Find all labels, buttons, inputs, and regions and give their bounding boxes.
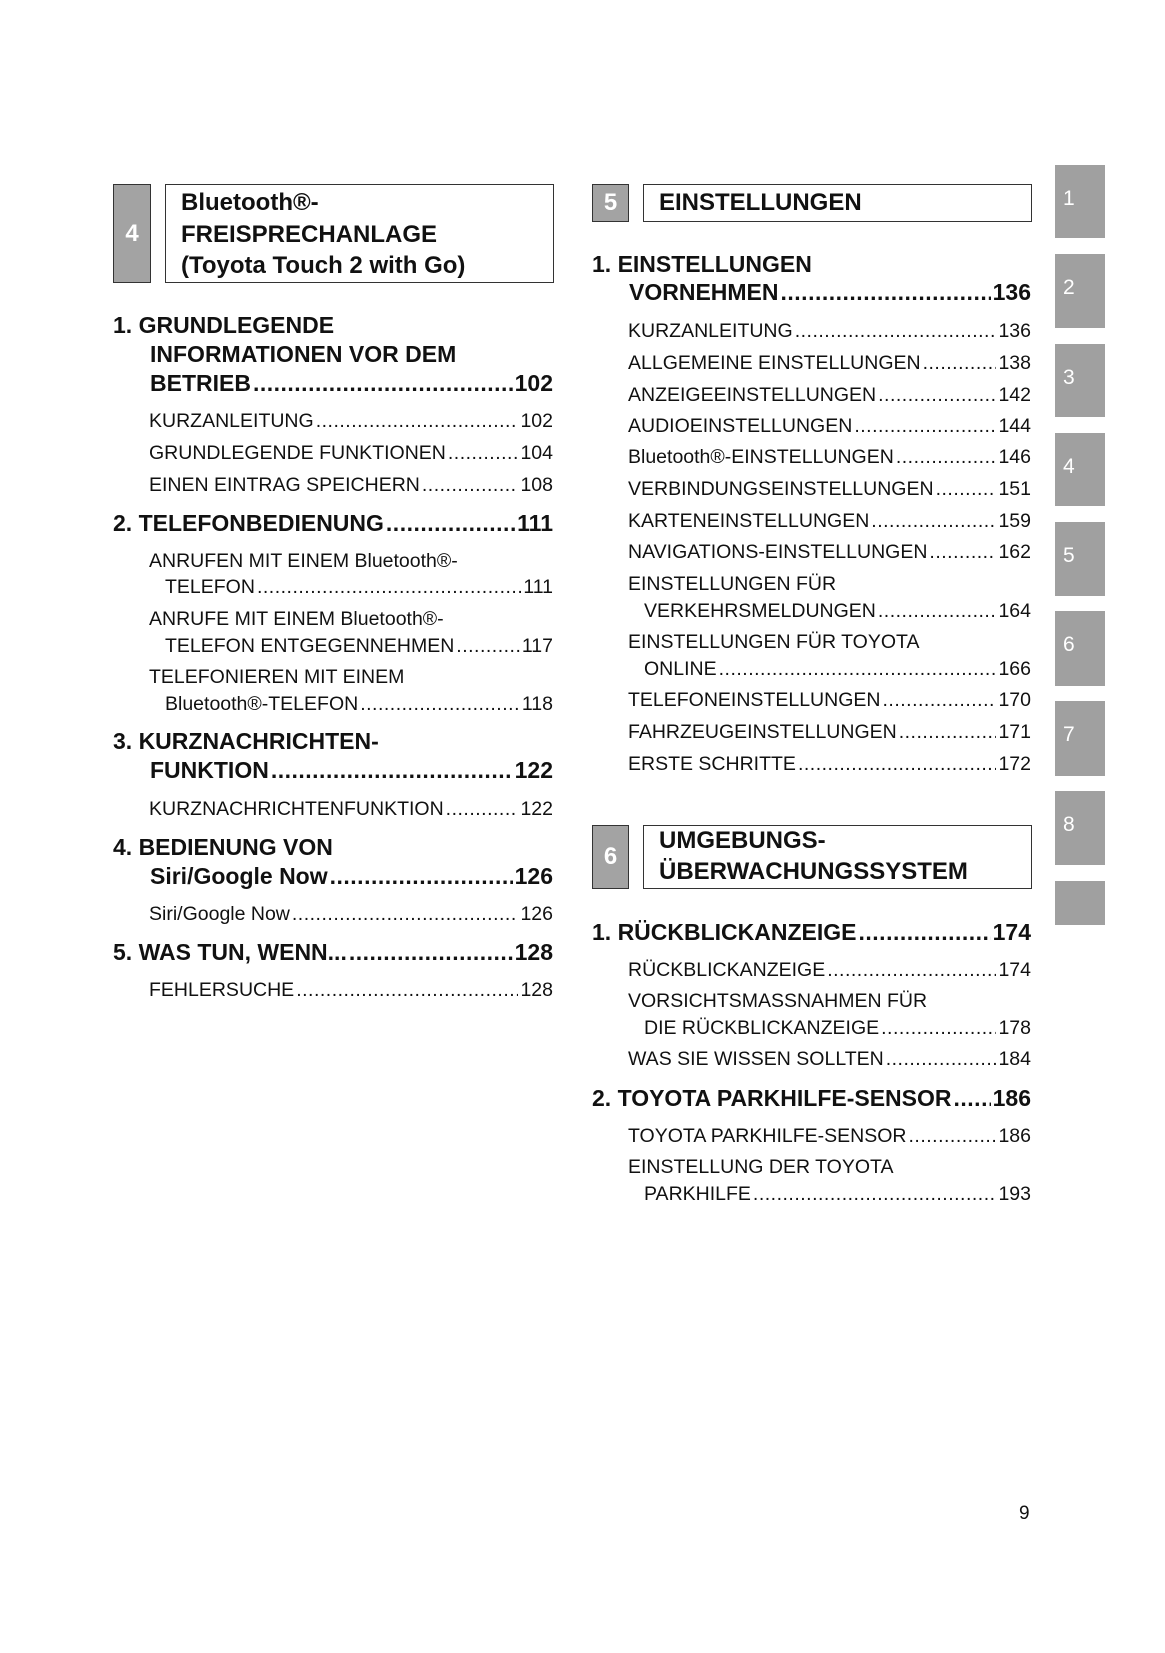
toc-entry-title: INFORMATIONEN VOR DEM [150, 341, 457, 367]
toc-section-entry[interactable] [150, 756, 553, 784]
toc-subentry[interactable] [628, 1045, 1031, 1073]
dot-leader [936, 475, 997, 503]
dot-leader [954, 1084, 991, 1112]
toc-section-entry[interactable] [113, 833, 333, 861]
toc-entry-title: ANRUFE MIT EINEM Bluetooth®- [149, 608, 444, 630]
side-tab-label: 7 [1063, 723, 1075, 746]
toc-entry-title: KARTENEINSTELLUNGEN [628, 510, 870, 532]
toc-page-number: 178 [998, 1017, 1031, 1039]
toc-subentry[interactable] [628, 628, 919, 656]
dot-leader [886, 1045, 997, 1073]
toc-subentry[interactable] [628, 475, 1031, 503]
dot-leader [719, 655, 997, 683]
toc-subentry[interactable] [628, 956, 1031, 984]
toc-entry-title: VERBINDUNGSEINSTELLUNGEN [628, 478, 934, 500]
toc-subentry[interactable] [628, 381, 1031, 409]
toc-section-entry[interactable] [592, 250, 812, 278]
dot-leader [871, 507, 996, 535]
toc-entry-title: BETRIEB [150, 370, 251, 396]
chapter-4-number: 4 [113, 184, 151, 283]
dot-leader [781, 278, 991, 306]
toc-subentry[interactable] [628, 317, 1031, 345]
toc-entry-title: 3. KURZNACHRICHTEN- [113, 728, 379, 754]
toc-entry-title: Siri/Google Now [150, 863, 328, 889]
toc-page-number: 136 [992, 279, 1031, 305]
toc-entry-title: GRUNDLEGENDE FUNKTIONEN [149, 442, 446, 464]
side-tab-label: 6 [1063, 633, 1075, 656]
toc-entry-title: VORNEHMEN [629, 279, 779, 305]
toc-page-number: 126 [514, 863, 553, 889]
toc-subentry[interactable] [628, 570, 836, 598]
toc-entry-title: 1. EINSTELLUNGEN [592, 251, 812, 277]
toc-page-number: 117 [521, 635, 553, 657]
dot-leader [386, 509, 515, 537]
toc-subentry[interactable] [628, 1153, 893, 1181]
toc-subentry[interactable] [628, 443, 1031, 471]
toc-page-number: 111 [523, 576, 553, 598]
toc-page-number: 126 [520, 903, 553, 925]
side-tab-chapter-8[interactable] [1055, 791, 1105, 865]
chapter-6-number: 6 [592, 825, 629, 889]
dot-leader [859, 918, 991, 946]
chapter-6-title-line: UMGEBUNGS- [659, 827, 826, 854]
toc-section-entry[interactable] [113, 509, 553, 537]
toc-page-number: 174 [992, 919, 1031, 945]
dot-leader [448, 439, 519, 467]
dot-leader [292, 900, 519, 928]
toc-entry-title: Siri/Google Now [149, 903, 290, 925]
dot-leader [878, 381, 996, 409]
dot-leader [316, 407, 519, 435]
toc-subentry[interactable] [149, 407, 553, 435]
toc-entry-title: TELEFONIEREN MIT EINEM [149, 666, 405, 688]
toc-entry-title: KURZANLEITUNG [628, 320, 793, 342]
dot-leader [795, 317, 997, 345]
toc-subentry[interactable] [149, 605, 444, 633]
toc-entry-title: ERSTE SCHRITTE [628, 753, 796, 775]
toc-subentry[interactable] [644, 1180, 1031, 1208]
side-tab-label: 8 [1063, 813, 1075, 836]
toc-entry-title: 2. TELEFONBEDIENUNG [113, 510, 384, 536]
toc-entry-title: KURZANLEITUNG [149, 410, 314, 432]
dot-leader [923, 349, 997, 377]
chapter-4-title-line: Bluetooth®- [181, 189, 319, 216]
toc-entry-title: FEHLERSUCHE [149, 979, 295, 1001]
toc-entry-title: 4. BEDIENUNG VON [113, 834, 333, 860]
side-tab-chapter-4[interactable] [1055, 433, 1105, 506]
toc-page-number: 170 [998, 689, 1031, 711]
toc-section-entry[interactable] [592, 918, 1031, 946]
dot-leader [296, 976, 518, 1004]
toc-subentry[interactable] [628, 718, 1031, 746]
toc-section-entry[interactable] [113, 938, 553, 966]
toc-subentry[interactable] [628, 686, 1031, 714]
toc-page-number: 104 [520, 442, 553, 464]
side-tab-label: 4 [1063, 455, 1075, 478]
toc-entry-title: FUNKTION [150, 757, 269, 783]
side-tab-chapter-5[interactable] [1055, 522, 1105, 596]
toc-section-entry[interactable] [592, 1084, 1031, 1112]
side-tab-label: 2 [1063, 276, 1075, 299]
dot-leader [271, 756, 513, 784]
toc-page-number: 111 [517, 510, 553, 536]
page-number: 9 [1019, 1503, 1030, 1524]
dot-leader [929, 538, 996, 566]
toc-entry-title: ONLINE [644, 658, 717, 680]
toc-entry-title: 1. RÜCKBLICKANZEIGE [592, 919, 857, 945]
dot-leader [253, 369, 513, 397]
toc-entry-title: 5. WAS TUN, WENN... [113, 939, 347, 965]
dot-leader [257, 573, 521, 601]
chapter-6-title-line: ÜBERWACHUNGSSYSTEM [659, 858, 968, 885]
toc-subentry[interactable] [149, 439, 553, 467]
side-tab-chapter-2[interactable] [1055, 254, 1105, 328]
side-tab-label: 3 [1063, 366, 1075, 389]
toc-entry-title: EINSTELLUNGEN FÜR [628, 573, 837, 595]
toc-page-number: 164 [998, 600, 1031, 622]
toc-page-number: 186 [992, 1085, 1031, 1111]
chapter-4-title-line: (Toyota Touch 2 with Go) [181, 252, 466, 279]
chapter-5-number: 5 [592, 184, 629, 222]
toc-subentry[interactable] [628, 1122, 1031, 1150]
toc-page-number: 144 [998, 415, 1031, 437]
toc-entry-title: TELEFON [165, 576, 255, 598]
side-tab-label: 5 [1063, 544, 1075, 567]
toc-page-number: 186 [998, 1125, 1031, 1147]
toc-subentry[interactable] [644, 597, 1031, 625]
dot-leader [446, 795, 519, 823]
toc-entry-title: EINSTELLUNG DER TOYOTA [628, 1156, 894, 1178]
dot-leader [882, 686, 996, 714]
side-tab-chapter-6[interactable] [1055, 611, 1105, 686]
chapter-5-title-line: EINSTELLUNGEN [659, 189, 862, 216]
dot-leader [798, 750, 997, 778]
toc-entry-title: 2. TOYOTA PARKHILFE-SENSOR [592, 1085, 952, 1111]
toc-entry-title: VERKEHRSMELDUNGEN [644, 600, 876, 622]
toc-subentry[interactable] [149, 976, 553, 1004]
toc-entry-title: EINSTELLUNGEN FÜR TOYOTA [628, 631, 920, 653]
toc-entry-title: KURZNACHRICHTENFUNKTION [149, 798, 444, 820]
toc-entry-title: Bluetooth®-EINSTELLUNGEN [628, 446, 894, 468]
toc-entry-title: RÜCKBLICKANZEIGE [628, 959, 826, 981]
toc-page-number: 193 [998, 1183, 1031, 1205]
toc-entry-title: EINEN EINTRAG SPEICHERN [149, 474, 420, 496]
toc-entry-title: ALLGEMEINE EINSTELLUNGEN [628, 352, 921, 374]
dot-leader [330, 862, 513, 890]
toc-page-number: 136 [998, 320, 1031, 342]
toc-page-number: 142 [998, 384, 1031, 406]
side-tab-chapter-7[interactable] [1055, 701, 1105, 776]
toc-entry-title: ANRUFEN MIT EINEM Bluetooth®- [149, 550, 458, 572]
dot-leader [349, 938, 513, 966]
toc-section-entry[interactable] [150, 340, 456, 368]
toc-subentry[interactable] [628, 987, 927, 1015]
toc-subentry[interactable] [149, 900, 553, 928]
toc-subentry[interactable] [149, 471, 553, 499]
toc-entry-title: FAHRZEUGEINSTELLUNGEN [628, 721, 897, 743]
toc-section-entry[interactable] [150, 369, 553, 397]
toc-page-number: 118 [521, 693, 553, 715]
dot-leader [899, 718, 997, 746]
toc-section-entry[interactable] [629, 278, 1031, 306]
toc-page-number: 159 [998, 510, 1031, 532]
toc-page-number: 171 [998, 721, 1031, 743]
toc-entry-title: Bluetooth®-TELEFON [165, 693, 359, 715]
toc-page-number: 122 [520, 798, 553, 820]
side-tab-chapter-1[interactable] [1055, 165, 1105, 238]
toc-page-number: 172 [998, 753, 1031, 775]
toc-subentry[interactable] [644, 655, 1031, 683]
toc-page-number: 102 [514, 370, 553, 396]
toc-entry-title: ANZEIGEEINSTELLUNGEN [628, 384, 877, 406]
dot-leader [878, 597, 997, 625]
toc-subentry[interactable] [628, 412, 1031, 440]
side-tab-chapter-3[interactable] [1055, 344, 1105, 417]
toc-page-number: 162 [998, 541, 1031, 563]
toc-page-number: 146 [998, 446, 1031, 468]
dot-leader [753, 1180, 997, 1208]
dot-leader [456, 632, 520, 660]
toc-page-number: 151 [998, 478, 1031, 500]
toc-page-number: 138 [998, 352, 1031, 374]
toc-subentry[interactable] [628, 349, 1031, 377]
dot-leader [854, 412, 996, 440]
dot-leader [360, 690, 520, 718]
toc-entry-title: TELEFON ENTGEGENNEHMEN [165, 635, 455, 657]
toc-subentry[interactable] [149, 663, 404, 691]
toc-subentry[interactable] [149, 795, 553, 823]
toc-entry-title: 1. GRUNDLEGENDE [113, 312, 335, 338]
toc-entry-title: TELEFONEINSTELLUNGEN [628, 689, 881, 711]
toc-page-number: 174 [998, 959, 1031, 981]
toc-entry-title: WAS SIE WISSEN SOLLTEN [628, 1048, 884, 1070]
side-tab-chapter-blank[interactable] [1055, 881, 1105, 925]
toc-page-number: 108 [520, 474, 553, 496]
toc-entry-title: AUDIOEINSTELLUNGEN [628, 415, 853, 437]
toc-entry-title: DIE RÜCKBLICKANZEIGE [644, 1017, 880, 1039]
dot-leader [908, 1122, 996, 1150]
dot-leader [422, 471, 519, 499]
toc-subentry[interactable] [644, 1014, 1031, 1042]
toc-section-entry[interactable] [150, 862, 553, 890]
dot-leader [881, 1014, 996, 1042]
toc-page-number: 166 [998, 658, 1031, 680]
toc-entry-title: NAVIGATIONS-EINSTELLUNGEN [628, 541, 928, 563]
toc-section-entry[interactable] [113, 727, 379, 755]
toc-subentry[interactable] [165, 632, 553, 660]
toc-page-number: 128 [520, 979, 553, 1001]
dot-leader [896, 443, 997, 471]
toc-page-number: 102 [520, 410, 553, 432]
toc-entry-title: TOYOTA PARKHILFE-SENSOR [628, 1125, 907, 1147]
toc-entry-title: PARKHILFE [644, 1183, 751, 1205]
toc-subentry[interactable] [149, 547, 458, 575]
toc-page-number: 184 [998, 1048, 1031, 1070]
toc-subentry[interactable] [628, 538, 1031, 566]
toc-page-number: 122 [514, 757, 553, 783]
toc-subentry[interactable] [628, 750, 1031, 778]
toc-subentry[interactable] [628, 507, 1031, 535]
dot-leader [827, 956, 996, 984]
chapter-4-title-line: FREISPRECHANLAGE [181, 221, 438, 248]
side-tab-label: 1 [1063, 187, 1075, 210]
toc-section-entry[interactable] [113, 311, 334, 339]
toc-entry-title: VORSICHTSMASSNAHMEN FÜR [628, 990, 928, 1012]
toc-subentry[interactable] [165, 573, 553, 601]
toc-subentry[interactable] [165, 690, 553, 718]
toc-page-number: 128 [514, 939, 553, 965]
